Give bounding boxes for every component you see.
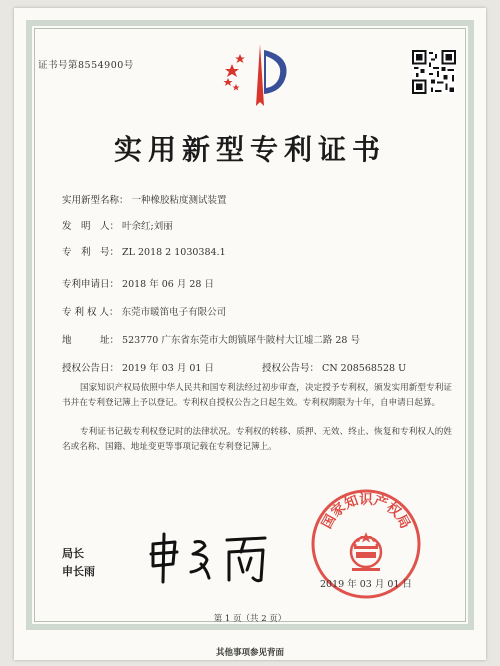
seal-text: 国家知识产权局 (318, 491, 414, 532)
field-label: 发 明 人： (62, 221, 120, 232)
seal-date: 2019 年 03 月 01 日 (320, 579, 412, 590)
director-name: 申长雨 (62, 565, 95, 578)
field-grant-number (262, 360, 406, 374)
field-label: 实用新型名称： (62, 195, 129, 206)
field-inventors (62, 218, 173, 232)
field-value: 叶余红;刘丽 (122, 221, 173, 232)
field-label: 专利申请日： (62, 279, 120, 290)
decision-paragraph: 国家知识产权局依照中华人民共和国专利法经过初步审查，决定授予专利权，颁发实用新型专利证书并在专利登记簿上予以登记。专利权自授权公告之日起生效。专利权期限为十年，自申请日起算。 (62, 383, 452, 408)
qr-code-icon (412, 50, 456, 94)
field-value: 2019 年 03 月 01 日 (122, 363, 214, 374)
field-patentee (62, 304, 226, 318)
director-signature-icon (145, 530, 275, 585)
legal-status-paragraph: 专利证书记载专利权登记时的法律状况。专利权的转移、质押、无效、终止、恢复和专利权人的姓名或名称、国籍、地址变更等事项记载在专利登记簿上。 (62, 427, 452, 452)
field-value: 523770 广东省东莞市大朗镇犀牛陂村大讧墟二路 28 号 (122, 335, 360, 346)
certificate-title: 实用新型专利证书 (113, 133, 386, 166)
field-value: ZL 2018 2 1030384.1 (122, 247, 226, 258)
field-value: 2018 年 06 月 28 日 (122, 279, 214, 290)
cnipa-logo-icon (220, 42, 300, 112)
field-value: CN 208568528 U (322, 363, 407, 374)
field-label: 专 利 号： (62, 247, 120, 258)
certificate-number: 证书号第8554900号 (38, 60, 134, 71)
field-label: 专 利 权 人： (62, 307, 119, 318)
field-grant-date (62, 360, 214, 374)
field-application-date (62, 276, 214, 290)
field-label: 授权公告号： (262, 363, 320, 374)
field-value: 东莞市暖笛电子有限公司 (121, 307, 227, 318)
field-label: 地 址： (62, 335, 120, 346)
field-address (62, 332, 360, 346)
field-value: 一种橡胶粘度测试装置 (131, 195, 227, 206)
director-title: 局长 (62, 547, 84, 560)
footer-note: 其他事项参见背面 (215, 648, 284, 658)
field-label: 授权公告日： (62, 363, 120, 374)
page-number: 第 1 页（共 2 页） (213, 614, 287, 624)
field-utility-model-name (62, 192, 227, 206)
svg-text:国家知识产权局 (318, 491, 413, 532)
field-patent-number (62, 244, 226, 258)
